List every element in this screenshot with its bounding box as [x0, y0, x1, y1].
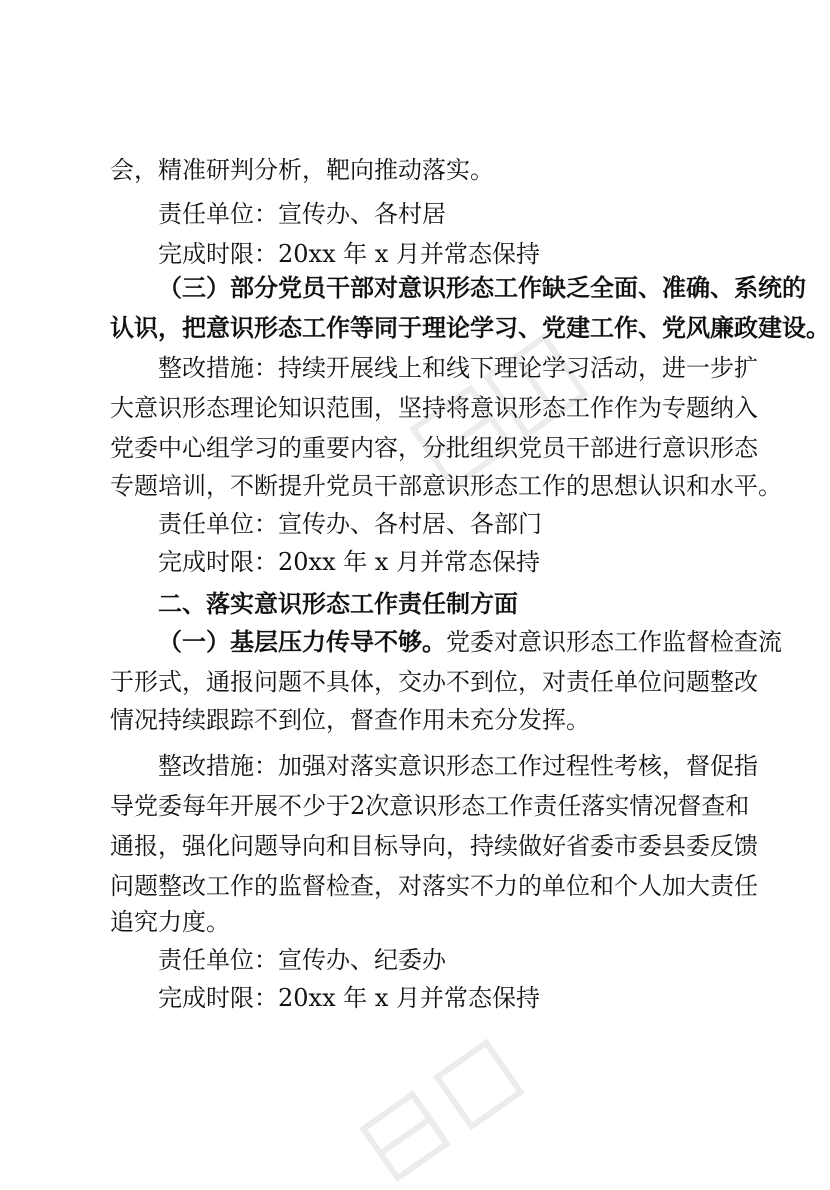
- responsible-unit-line-1: 责任单位：宣传办、各村居: [158, 200, 446, 228]
- measures-2-line-4: 问题整改工作的监督检查，对落实不力的单位和个人加大责任: [110, 872, 758, 900]
- issue-text-line-2: 于形式，通报问题不具体，交办不到位，对责任单位问题整改: [110, 668, 758, 696]
- issue-heading-3-line-2: 认识，把意识形态工作等同于理论学习、党建工作、党风廉政建设。: [110, 313, 830, 342]
- measures-2-line-2: 导党委每年开展不少于2次意识形态工作责任落实情况督查和: [110, 792, 750, 820]
- measures-2-line-5: 追究力度。: [110, 908, 230, 936]
- measures-2-line-3: 通报，强化问题导向和目标导向，持续做好省委市委县委反馈: [110, 832, 758, 860]
- issue-heading-1-text: 党委对意识形态工作监督检查流: [446, 628, 782, 656]
- issue-heading-3-line-1: （三）部分党员干部对意识形态工作缺乏全面、准确、系统的: [158, 273, 806, 302]
- responsible-unit-line-2: 责任单位：宣传办、各村居、各部门: [158, 510, 542, 538]
- deadline-line-3: 完成时限：20xx 年 x 月并常态保持: [158, 984, 541, 1012]
- measures-line-1: 整改措施：持续开展线上和线下理论学习活动，进一步扩: [158, 354, 758, 382]
- measures-line-3: 党委中心组学习的重要内容，分批组织党员干部进行意识形态: [110, 434, 758, 462]
- responsible-unit-line-3: 责任单位：宣传办、纪委办: [158, 946, 446, 974]
- paragraph-line-1: 会，精准研判分析，靶向推动落实。: [110, 156, 494, 184]
- issue-text-line-3: 情况持续跟踪不到位，督查作用未充分发挥。: [110, 706, 590, 734]
- deadline-line-1: 完成时限：20xx 年 x 月并常态保持: [158, 240, 541, 268]
- issue-heading-1-line-1: [158, 625, 782, 659]
- deadline-line-2: 完成时限：20xx 年 x 月并常态保持: [158, 548, 541, 576]
- section-heading-2: 二、落实意识形态工作责任制方面: [158, 589, 518, 618]
- watermark-graphic-bottom: [330, 1030, 590, 1190]
- measures-2-line-1: 整改措施：加强对落实意识形态工作过程性考核，督促指: [158, 752, 758, 780]
- issue-heading-1-title: （一）基层压力传导不够。: [158, 627, 446, 656]
- measures-line-4: 专题培训，不断提升党员干部意识形态工作的思想认识和水平。: [110, 472, 782, 500]
- measures-line-2: 大意识形态理论知识范围，坚持将意识形态工作作为专题纳入: [110, 394, 758, 422]
